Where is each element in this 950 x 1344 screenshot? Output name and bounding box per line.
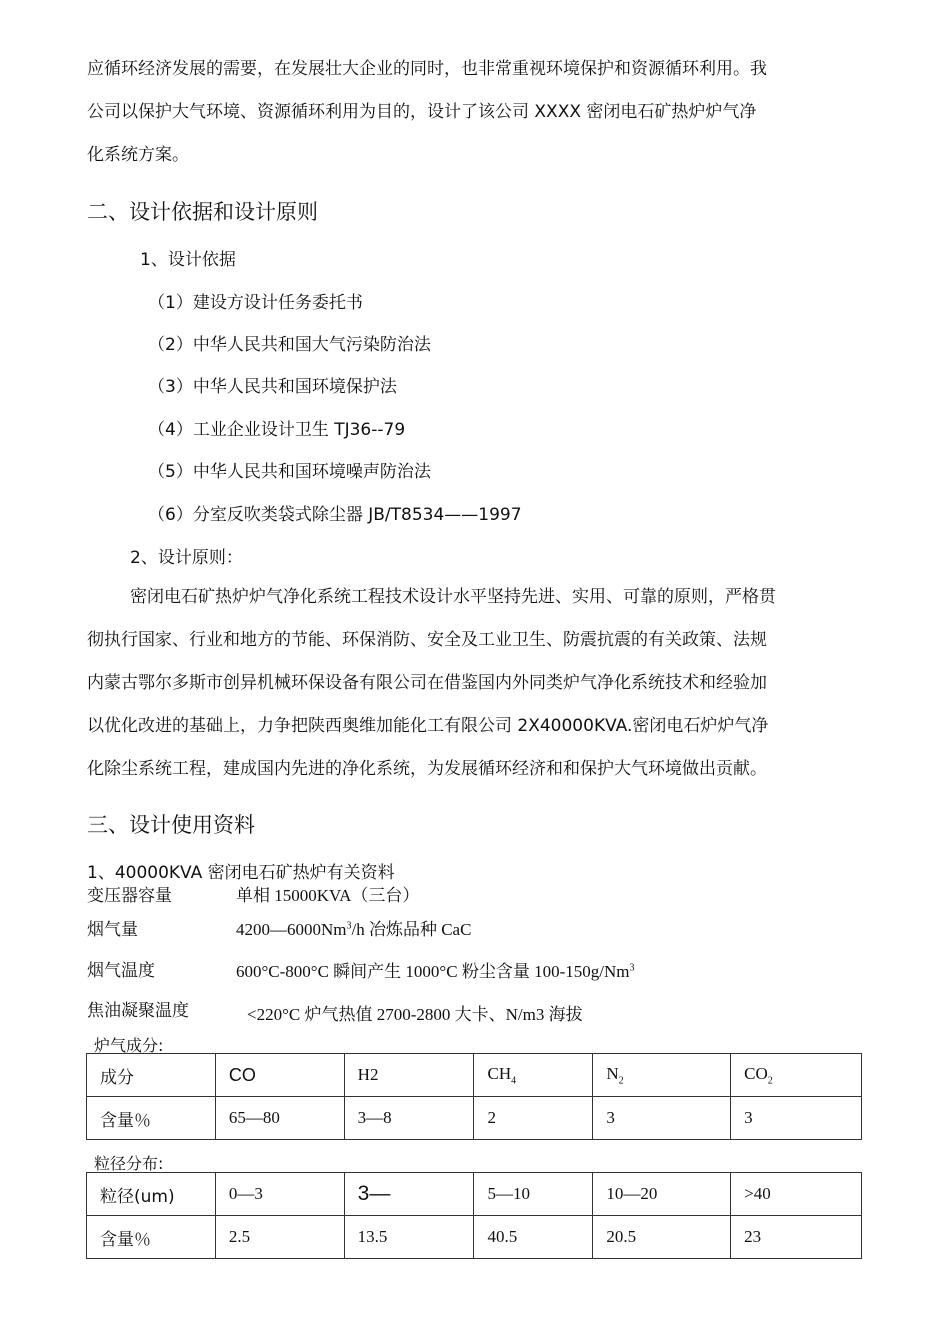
cell-text: N [606, 1063, 619, 1083]
cell-subscript: 2 [618, 1075, 624, 1087]
table-cell [731, 1054, 862, 1097]
flue-gas-value [236, 915, 471, 940]
intro-line-1: 应循环经济发展的需要，在发展壮大企业的同时，也非常重视环境保护和资源循环利用。我 [87, 59, 767, 79]
table-cell: 5—10 [474, 1173, 593, 1216]
table-cell: 10—20 [593, 1173, 731, 1216]
section-3-title: 三、设计使用资料 [87, 813, 255, 837]
basis-item-4: （4）工业企业设计卫生 TJ36--79 [148, 420, 406, 440]
basis-item-3: （3）中华人民共和国环境保护法 [148, 377, 397, 397]
table-cell: 3—8 [344, 1097, 474, 1140]
cell-subscript: 4 [511, 1075, 517, 1087]
table-cell: 20.5 [593, 1216, 731, 1259]
flue-gas-value-a: 4200—6000Nm [236, 920, 347, 939]
table-row [87, 1097, 862, 1140]
cell-subscript: 2 [767, 1075, 773, 1087]
table-cell [474, 1054, 593, 1097]
furnace-data-heading: 1、40000KVA 密闭电石矿热炉有关资料 [87, 863, 395, 883]
intro-paragraph [87, 48, 867, 177]
table-cell: 40.5 [474, 1216, 593, 1259]
gas-composition-table [86, 1053, 862, 1140]
table-cell: 3 [593, 1097, 731, 1140]
principle-line-2: 彻执行国家、行业和地方的节能、环保消防、安全及工业卫生、防震抗震的有关政策、法规 [87, 630, 767, 650]
basis-item-1: （1）建设方设计任务委托书 [148, 293, 363, 313]
tar-temp-value: <220°C 炉气热值 2700-2800 大卡、N/m3 海拔 [247, 1005, 583, 1024]
flue-gas-label: 烟气量 [87, 920, 138, 940]
principle-line-5: 化除尘系统工程，建成国内先进的净化系统，为发展循环经济和和保护大气环境做出贡献。 [87, 759, 767, 779]
principle-paragraph [87, 576, 867, 791]
table-cell: CO [215, 1054, 344, 1097]
gas-composition-caption: 炉气成分: [94, 1036, 164, 1055]
design-principle-heading: 2、设计原则： [130, 548, 243, 568]
principle-line-4: 以优化改进的基础上，力争把陕西奥维加能化工有限公司 2X40000KVA.密闭电石炉炉气净 [87, 716, 769, 736]
transformer-value: 单相 15000KVA（三台） [236, 886, 420, 905]
table-cell: 23 [731, 1216, 862, 1259]
tar-temp-label: 焦油凝聚温度 [87, 1001, 189, 1021]
flue-gas-value-sup: 3 [346, 920, 352, 932]
table-cell: 0—3 [215, 1173, 344, 1216]
particle-size-table [86, 1172, 862, 1259]
table-cell: 13.5 [344, 1216, 474, 1259]
flue-temp-label: 烟气温度 [87, 961, 155, 981]
flue-temp-value-text: 600°C-800°C 瞬间产生 1000°C 粉尘含量 100-150g/Nm [236, 962, 630, 981]
basis-item-2: （2）中华人民共和国大气污染防治法 [148, 335, 431, 355]
transformer-label: 变压器容量 [87, 886, 172, 906]
table-row [87, 1173, 862, 1216]
cell-text: CH [487, 1063, 512, 1083]
section-2-title: 二、设计依据和设计原则 [87, 200, 318, 224]
basis-item-5: （5）中华人民共和国环境噪声防治法 [148, 462, 431, 482]
flue-temp-value-sup: 3 [629, 962, 635, 974]
table-cell: 3 [731, 1097, 862, 1140]
table-cell [593, 1054, 731, 1097]
flue-temp-value [236, 957, 634, 982]
principle-line-1 [87, 576, 867, 619]
basis-item-6: （6）分室反吹类袋式除尘器 JB/T8534——1997 [148, 505, 522, 525]
table-row [87, 1216, 862, 1259]
principle-line-1-text: 密闭电石矿热炉炉气净化系统工程技术设计水平坚持先进、实用、可靠的原则，严格贯 [130, 587, 776, 607]
cell-text: CO [744, 1063, 768, 1083]
table-cell: 粒径(um) [87, 1173, 216, 1216]
table-cell: 65—80 [215, 1097, 344, 1140]
design-basis-heading: 1、设计依据 [140, 250, 236, 270]
table-cell: 3— [344, 1173, 474, 1216]
flue-gas-value-b: /h 冶炼品种 CaC [351, 920, 472, 939]
table-cell: 成分 [87, 1054, 216, 1097]
table-cell: 2.5 [215, 1216, 344, 1259]
table-cell: 2 [474, 1097, 593, 1140]
table-cell: 含量％ [87, 1097, 216, 1140]
intro-line-3: 化系统方案。 [87, 145, 189, 165]
table-cell: >40 [731, 1173, 862, 1216]
table-row [87, 1054, 862, 1097]
principle-line-3: 内蒙古鄂尔多斯市创异机械环保设备有限公司在借鉴国内外同类炉气净化系统技术和经验加 [87, 673, 767, 693]
table-cell: H2 [344, 1054, 474, 1097]
table-cell: 含量％ [87, 1216, 216, 1259]
intro-line-2: 公司以保护大气环境、资源循环利用为目的，设计了该公司 XXXX 密闭电石矿热炉炉气净 [87, 102, 757, 122]
particle-size-caption: 粒径分布: [94, 1154, 164, 1173]
